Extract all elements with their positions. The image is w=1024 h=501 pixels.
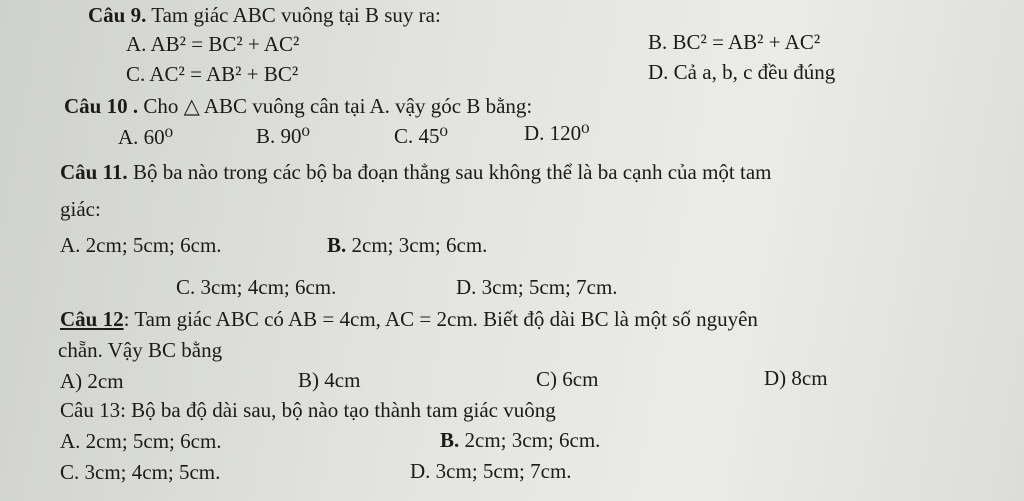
question-11-option-b bbox=[327, 233, 487, 257]
question-9 bbox=[88, 3, 441, 27]
question-13-option-a: A. 2cm; 5cm; 6cm. bbox=[60, 429, 222, 453]
question-9-label: Câu 9. bbox=[88, 3, 147, 27]
question-11-option-c: C. 3cm; 4cm; 6cm. bbox=[176, 275, 337, 299]
question-10-option-a: A. 60⁰ bbox=[118, 125, 174, 149]
question-13-option-c: C. 3cm; 4cm; 5cm. bbox=[60, 460, 221, 484]
question-13-text: Câu 13: Bộ ba độ dài sau, bộ nào tạo thành tam giác vuông bbox=[60, 398, 556, 422]
question-9-option-c: C. AC² = AB² + BC² bbox=[126, 62, 299, 86]
question-11-option-d: D. 3cm; 5cm; 7cm. bbox=[456, 275, 618, 299]
question-11-option-b-text: 2cm; 3cm; 6cm. bbox=[346, 233, 488, 257]
question-12-option-c: C) 6cm bbox=[536, 367, 599, 391]
question-10-option-c: C. 45⁰ bbox=[394, 124, 448, 148]
question-13-option-b-label: B. bbox=[440, 428, 460, 452]
question-9-option-d: D. Cả a, b, c đều đúng bbox=[648, 60, 836, 84]
question-11-label: Câu 11. bbox=[60, 160, 128, 184]
question-9-option-b: B. BC² = AB² + AC² bbox=[648, 30, 821, 54]
question-13-option-b bbox=[440, 428, 600, 452]
question-12-label: Câu 12 bbox=[60, 307, 124, 331]
question-10 bbox=[64, 94, 532, 118]
question-12 bbox=[60, 307, 758, 331]
question-10-option-b: B. 90⁰ bbox=[256, 124, 310, 148]
question-13-option-d: D. 3cm; 5cm; 7cm. bbox=[410, 459, 572, 483]
question-10-text: Cho △ ABC vuông cân tại A. vậy góc B bằng: bbox=[138, 94, 533, 118]
question-13-option-b-text: 2cm; 3cm; 6cm. bbox=[459, 428, 601, 452]
question-11-text-line1: Bộ ba nào trong các bộ ba đoạn thẳng sau không thể là ba cạnh của một tam bbox=[127, 160, 772, 184]
question-12-option-b: B) 4cm bbox=[298, 368, 361, 392]
question-10-option-d: D. 120⁰ bbox=[524, 121, 590, 145]
question-12-option-a: A) 2cm bbox=[60, 369, 124, 393]
question-11-option-a: A. 2cm; 5cm; 6cm. bbox=[60, 233, 222, 257]
question-11 bbox=[60, 160, 772, 184]
question-12-text-line1: : Tam giác ABC có AB = 4cm, AC = 2cm. Biết độ dài BC là một số nguyên bbox=[123, 307, 758, 331]
question-9-text: Tam giác ABC vuông tại B suy ra: bbox=[146, 3, 441, 27]
question-9-option-a: A. AB² = BC² + AC² bbox=[126, 32, 300, 56]
question-11-option-b-label: B. bbox=[327, 233, 347, 257]
question-10-label: Câu 10 . bbox=[64, 94, 139, 118]
question-12-option-d: D) 8cm bbox=[764, 366, 828, 390]
question-12-text-line2: chẵn. Vậy BC bằng bbox=[58, 338, 223, 362]
question-11-text-line2: giác: bbox=[60, 197, 101, 221]
